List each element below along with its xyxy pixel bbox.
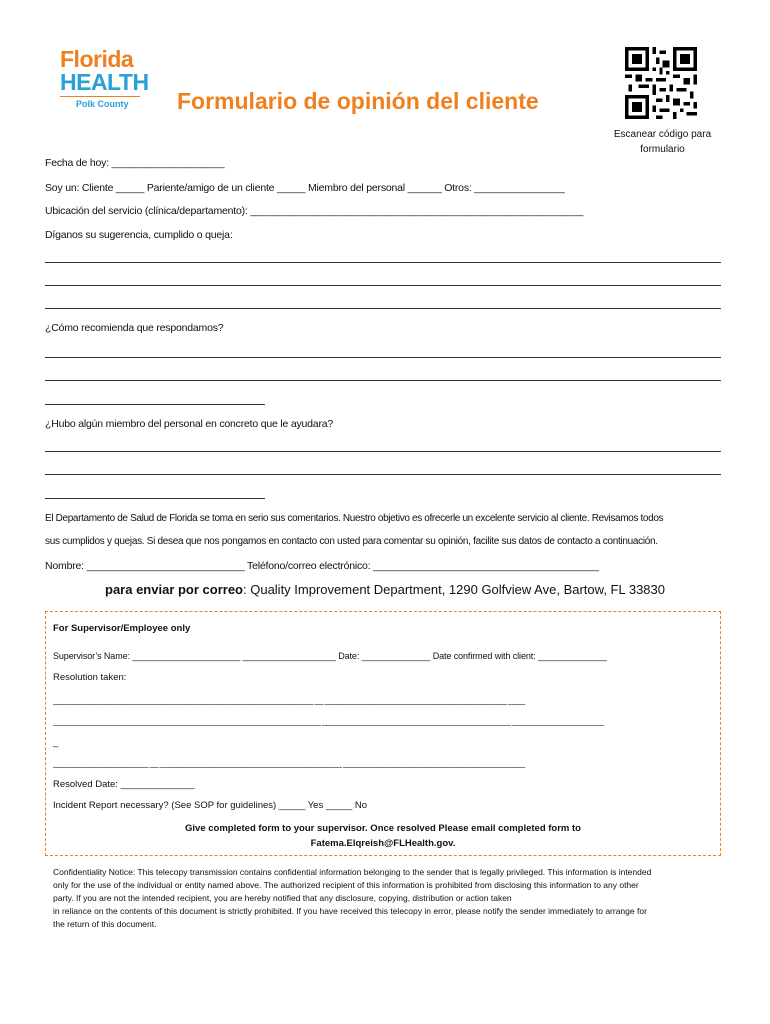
mail-address: : Quality Improvement Department, 1290 Golfview Ave, Bartow, FL 33830 <box>243 582 665 597</box>
declaracion-line-1: El Departamento de Salud de Florida se toma en serio sus comentarios. Nuestro objetivo es ofrecerle un excelente servicio al cliente. Revisamos todos <box>45 513 664 524</box>
miembro-line-1[interactable] <box>45 451 721 452</box>
qr-caption-line2: formulario <box>640 144 685 155</box>
respondamos-line-1[interactable] <box>45 357 721 358</box>
sugerencia-line-1[interactable] <box>45 262 721 263</box>
qr-code-icon <box>625 47 697 119</box>
give-form-email: Fatema.Elqreish@FLHealth.gov. <box>310 838 456 849</box>
resolution-line-2[interactable]: ________________________________________________________________ _____________________________________________ ______________________ <box>53 716 604 726</box>
field-ubicacion[interactable]: Ubicación del servicio (clínica/departamento): ___________________________________________________________ <box>45 205 584 217</box>
give-form-line-1: Give completed form to your supervisor. Once resolved Please email completed form to <box>185 823 581 834</box>
field-soy-un[interactable]: Soy un: Cliente _____ Pariente/amigo de un cliente _____ Miembro del personal ______ Otros: ________________ <box>45 182 565 194</box>
logo-florida-text: Florida <box>60 46 134 72</box>
mail-label: para enviar por correo <box>105 582 243 597</box>
confidentiality-notice <box>53 866 723 931</box>
field-fecha[interactable]: Fecha de hoy: ____________________ <box>45 157 225 169</box>
qr-caption-line1: Escanear código para <box>613 129 712 140</box>
incident-report-field[interactable]: Incident Report necessary? (See SOP for guidelines) _____ Yes _____ No <box>53 800 368 811</box>
resolved-date-field[interactable]: Resolved Date: ______________ <box>53 779 195 790</box>
label-miembro: ¿Hubo algún miembro del personal en concreto que le ayudara? <box>45 418 334 430</box>
confidentiality-line-2: only for the use of the individual or entity named above. The authorized recipient of this information is prohibited from disclosing this information to any other <box>53 880 639 890</box>
mail-address-line <box>0 582 770 597</box>
miembro-line-3[interactable] <box>45 498 265 499</box>
sugerencia-line-3[interactable] <box>45 308 721 309</box>
logo-county-text: Polk County <box>76 99 129 109</box>
resolution-label: Resolution taken: <box>53 672 127 683</box>
supervisor-names-line[interactable]: Supervisor’s Name: ______________________ ___________________ Date: ______________ Date confirmed with client: ______________ <box>53 651 607 661</box>
qr-caption <box>600 127 725 157</box>
label-respondamos: ¿Cómo recomienda que respondamos? <box>45 322 224 334</box>
label-sugerencia: Díganos su sugerencia, cumplido o queja: <box>45 229 233 241</box>
supervisor-heading: For Supervisor/Employee only <box>53 623 191 634</box>
respondamos-line-3[interactable] <box>45 404 265 405</box>
confidentiality-line-4: in reliance on the contents of this document is strictly prohibited. If you have received this telecopy in error, please notify the sender immediately to arrange for <box>53 906 647 916</box>
logo-divider <box>60 96 140 97</box>
logo-health-text: HEALTH <box>60 69 149 95</box>
page-title: Formulario de opinión del cliente <box>177 88 539 114</box>
confidentiality-line-5: the return of this document. <box>53 919 157 929</box>
supervisor-section <box>45 611 721 856</box>
respondamos-line-2[interactable] <box>45 380 721 381</box>
declaracion-line-2: sus cumplidos y quejas. Si desea que nos pongamos en contacto con usted para comentar su opinión, facilite sus datos de contacto a continuación. <box>45 536 658 547</box>
resolution-line-4[interactable]: _______________________ __ ____________________________________________ ____________________________________________ <box>53 758 525 768</box>
field-nombre-contacto[interactable]: Nombre: ____________________________ Teléfono/correo electrónico: ________________________________________ <box>45 560 599 572</box>
confidentiality-line-1: Confidentiality Notice: This telecopy transmission contains confidential information belonging to the sender that is legally privileged. This information is intended <box>53 867 652 877</box>
confidentiality-line-3: party. If you are not the intended recipient, you are hereby notified that any disclosure, copying, distribution or action taken <box>53 893 512 903</box>
miembro-line-2[interactable] <box>45 474 721 475</box>
resolution-line-1[interactable]: _______________________________________________________________ __ ____________________________________________ ____ <box>53 695 525 705</box>
sugerencia-line-2[interactable] <box>45 285 721 286</box>
resolution-line-3[interactable]: _ <box>53 737 59 748</box>
